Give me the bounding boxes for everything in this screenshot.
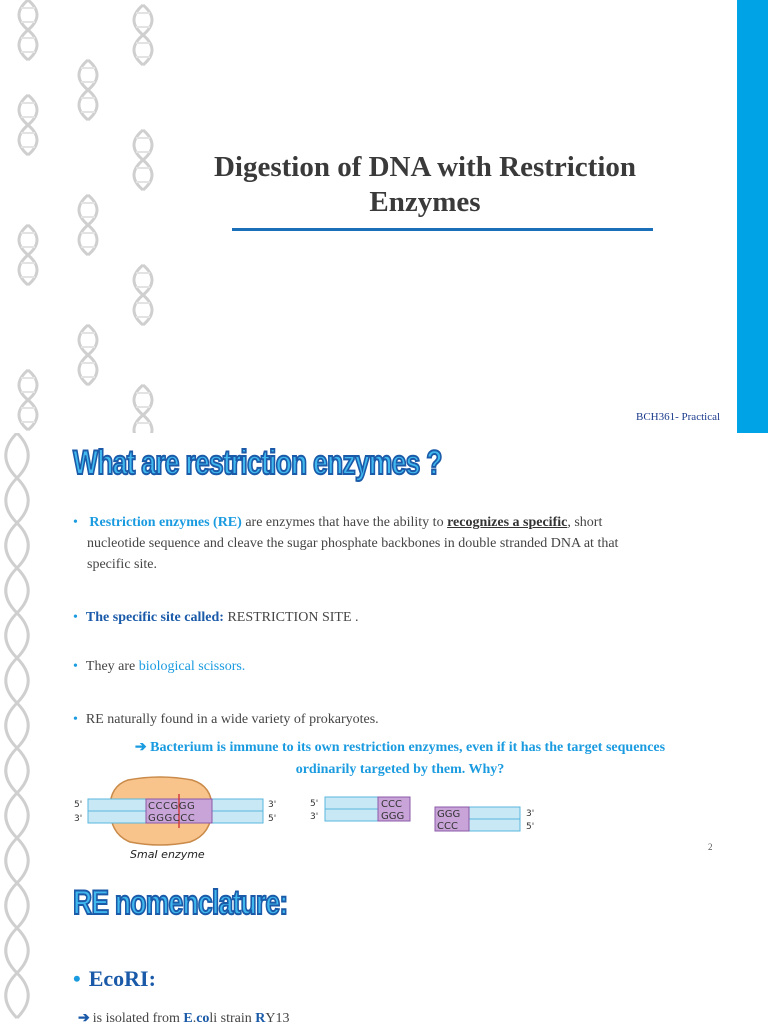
scissors-text: They are: [85, 659, 139, 674]
term-re: Restriction enzymes (RE): [89, 515, 242, 530]
iso-co: co: [196, 1011, 210, 1026]
bullet1-text-b: , short: [567, 515, 603, 530]
title-slide: [0, 0, 768, 433]
iso-text-a: is isolated from: [92, 1011, 184, 1026]
seq-top: CCCGGG: [148, 801, 196, 812]
bullet1-line2: nucleotide sequence and cleave the sugar phosphate backbones in double stranded DNA at that: [87, 536, 619, 551]
site-value: RESTRICTION SITE .: [223, 610, 359, 625]
label-3prime-frag2: 3': [526, 809, 535, 819]
dna-strip-icon: [0, 433, 34, 1024]
label-5prime-frag2: 5': [526, 822, 535, 832]
course-label: BCH361- Practical: [636, 411, 721, 423]
dna-helix-background-icon: [0, 0, 170, 433]
bullet1-line3: specific site.: [87, 557, 157, 572]
frag2-top-seq: GGG: [437, 809, 461, 820]
smai-digestion-diagram: [70, 776, 550, 864]
page-number: 2: [708, 842, 713, 852]
iso-r: R: [255, 1011, 266, 1026]
note-line-2: ordinarily targeted by them. Why?: [295, 762, 505, 777]
enzyme-label: SmaI enzyme: [130, 848, 205, 861]
site-label: The specific site called:: [85, 610, 224, 625]
frag2-bottom-seq: CCC: [437, 821, 458, 832]
label-5prime-frag1: 5': [310, 799, 319, 809]
iso-e: E: [183, 1011, 193, 1026]
iso-y: Y13: [265, 1011, 290, 1026]
frag1-bottom-seq: GGG: [381, 811, 405, 822]
isolation-line: [78, 1010, 290, 1027]
bullet-prokaryotes: • RE naturally found in a wide variety of prokaryotes.: [73, 712, 379, 727]
section-heading: What are restriction enzymes ?: [73, 444, 442, 482]
slide-title: [180, 150, 670, 220]
ecori-bullet: • EcoRI:: [73, 966, 156, 991]
label-5prime-right: 5': [268, 814, 277, 824]
note-line-1: ➔ Bacterium is immune to its own restriction enzymes, even if it has the target sequences: [134, 740, 666, 755]
emphasis-recognizes: recognizes a specific: [447, 515, 568, 530]
seq-bottom: GGGCCC: [148, 813, 196, 824]
accent-bar: [737, 0, 768, 433]
bullet-scissors: • They are biological scissors.: [73, 659, 246, 674]
ecori-label: EcoRI:: [88, 966, 156, 991]
label-5prime-left: 5': [74, 800, 83, 810]
label-3prime-left: 3': [74, 814, 83, 824]
scissors-highlight: biological scissors.: [138, 659, 246, 674]
label-3prime-frag1: 3': [310, 812, 319, 822]
label-3prime-right: 3': [268, 800, 277, 810]
nomenclature-heading: RE nomenclature:: [73, 884, 288, 922]
bullet1-text-a: are enzymes that have the ability to: [241, 515, 448, 530]
immunity-note: [80, 737, 720, 781]
prokaryotes-text: RE naturally found in a wide variety of prokaryotes.: [85, 712, 379, 727]
iso-dot: .: [192, 1011, 197, 1026]
iso-li: li strain: [209, 1011, 256, 1026]
title-underline: [232, 228, 653, 231]
frag1-top-seq: CCC: [381, 799, 402, 810]
arrow-icon: ➔: [78, 1011, 90, 1026]
title-line-2: Enzymes: [369, 186, 481, 218]
bullet-restriction-enzymes: • Restriction enzymes (RE) are enzymes that have the ability to recognizes a specific, short nucleotide sequence and cleave the sugar phosphate backbones in double stranded DNA at that specific site.: [73, 512, 713, 575]
bullet-restriction-site: • The specific site called: RESTRICTION SITE .: [73, 610, 359, 625]
title-line-1: Digestion of DNA with Restriction: [213, 151, 637, 183]
